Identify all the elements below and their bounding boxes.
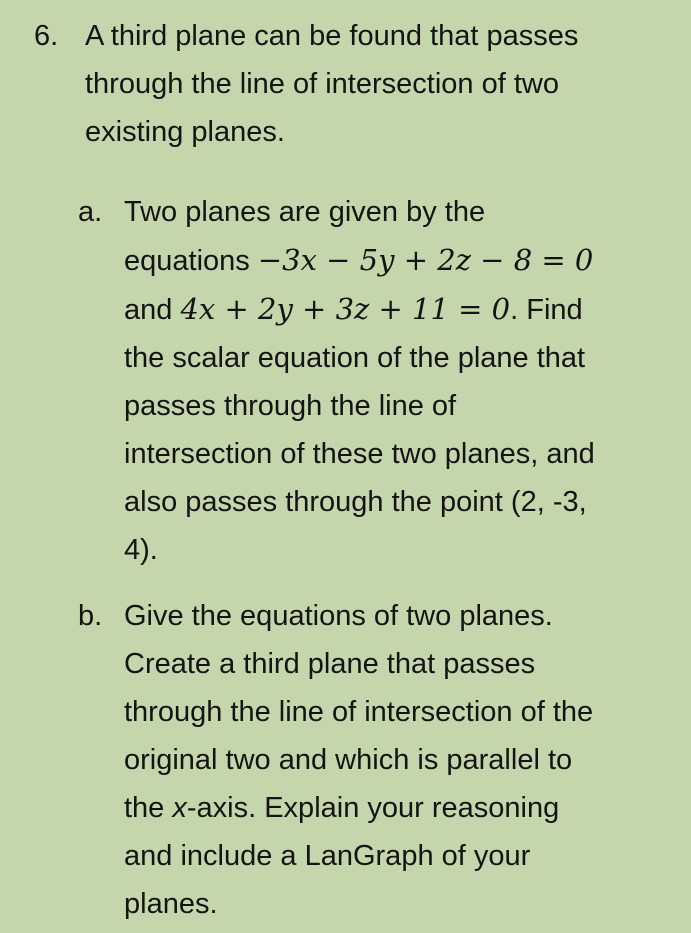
- question-text: [85, 12, 660, 156]
- part-b-line: planes.: [124, 888, 218, 920]
- part-b-line: Create a third plane that passes: [124, 648, 536, 680]
- part-b-line: original two and which is parallel to: [124, 744, 573, 776]
- equation-plane-2: 4x + 2y + 3z + 11 = 0: [180, 292, 511, 326]
- part-b-line: and include a LanGraph of your: [124, 840, 531, 872]
- part-a-line: passes through the line of: [124, 390, 457, 422]
- axis-variable: x: [172, 792, 187, 824]
- part-a-line: Two planes are given by the: [124, 196, 486, 228]
- part-a-line: the scalar equation of the plane that: [124, 342, 586, 374]
- part-b-axis-suffix: -axis. Explain your reasoning: [186, 792, 560, 824]
- part-b-text: [124, 592, 664, 928]
- question-number: 6.: [34, 20, 59, 52]
- question-6: [34, 12, 674, 156]
- part-b: [78, 592, 673, 928]
- part-a-line: [124, 285, 664, 334]
- part-a-line: also passes through the point (2, -3,: [124, 486, 587, 518]
- part-a-text: [124, 188, 664, 574]
- part-a-line: 4).: [124, 534, 158, 566]
- part-b-line: Give the equations of two planes.: [124, 600, 553, 632]
- question-text-line: A third plane can be found that passes: [85, 20, 579, 52]
- part-b-axis-prefix: the: [124, 792, 173, 824]
- part-b-line: [124, 784, 664, 832]
- part-b-line: through the line of intersection of the: [124, 696, 594, 728]
- part-a-line: intersection of these two planes, and: [124, 438, 595, 470]
- part-a-line: [124, 236, 664, 285]
- part-a: [78, 188, 673, 574]
- part-b-label: b.: [78, 600, 103, 632]
- part-a-find-suffix: . Find: [510, 294, 583, 326]
- equation-plane-1: −3x − 5y + 2z − 8 = 0: [257, 243, 594, 277]
- part-a-label: a.: [78, 196, 103, 228]
- question-text-line: existing planes.: [85, 116, 285, 148]
- part-a-and-prefix: and: [124, 294, 181, 326]
- question-text-line: through the line of intersection of two: [85, 68, 559, 100]
- part-a-equations-prefix: equations: [124, 245, 258, 277]
